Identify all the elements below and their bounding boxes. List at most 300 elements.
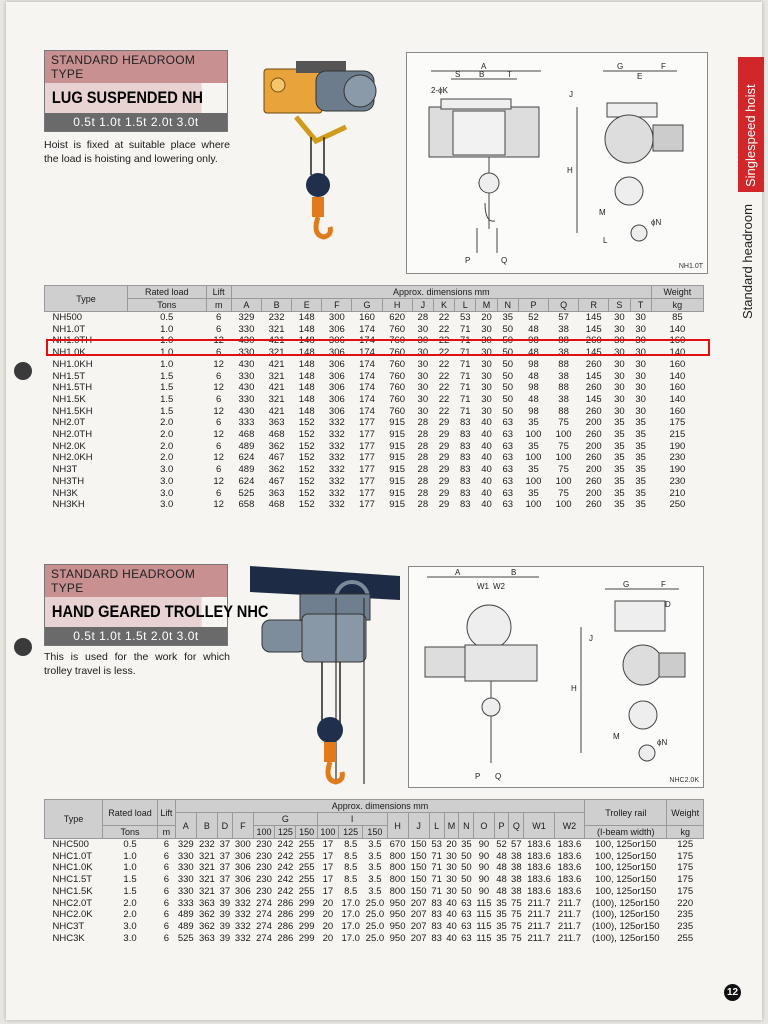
table-cell: 177 bbox=[359, 417, 375, 429]
type-cell: NH1.5K bbox=[52, 393, 86, 405]
table-cell: 306 bbox=[328, 358, 345, 370]
table-cell: 255 bbox=[298, 862, 315, 874]
svg-text:G: G bbox=[617, 62, 624, 71]
table-cell: 3.0 bbox=[160, 499, 174, 511]
table-cell: 17.0 bbox=[341, 897, 360, 909]
table-cell: 232 bbox=[268, 312, 285, 323]
table-cell: 38 bbox=[558, 393, 569, 405]
table-cell: 6 bbox=[216, 370, 222, 382]
table-cell: 90 bbox=[478, 862, 490, 874]
table-cell: 3.0 bbox=[160, 475, 174, 487]
table-cell: 183.6 bbox=[527, 839, 551, 850]
table-cell: 25.0 bbox=[365, 909, 385, 921]
table-header: Lift bbox=[206, 286, 231, 299]
table-cell: 362 bbox=[268, 464, 285, 476]
table-header: Q bbox=[509, 813, 524, 839]
table-cell: 800 bbox=[389, 862, 406, 874]
table-cell: 230 bbox=[669, 475, 686, 487]
table-cell: 50 bbox=[461, 885, 472, 897]
table-cell: 20 bbox=[322, 909, 334, 921]
table-row bbox=[45, 898, 704, 910]
table-cell: 40 bbox=[481, 417, 492, 429]
table-cell: 525 bbox=[177, 932, 194, 944]
table-cell: 332 bbox=[328, 440, 345, 452]
table-cell: 211.7 bbox=[557, 932, 581, 944]
side-tab bbox=[738, 57, 764, 192]
table-cell: 306 bbox=[328, 323, 345, 335]
table-cell: 50 bbox=[502, 405, 514, 417]
nh-description: Hoist is fixed at suitable place where the load is hoisting and lowering only. bbox=[44, 139, 230, 165]
table-header: D bbox=[217, 813, 232, 839]
table-cell: 71 bbox=[460, 323, 471, 335]
table-cell: 148 bbox=[298, 405, 315, 417]
table-cell: 2.0 bbox=[123, 909, 137, 921]
table-cell: 37 bbox=[219, 850, 231, 862]
table-header: J bbox=[408, 813, 429, 839]
table-cell: 150 bbox=[410, 862, 427, 874]
table-cell: 760 bbox=[389, 393, 406, 405]
svg-text:W1: W1 bbox=[477, 582, 489, 591]
table-row bbox=[45, 488, 704, 500]
table-cell: 30 bbox=[614, 312, 625, 323]
table-cell: 71 bbox=[431, 862, 442, 874]
table-cell: 6 bbox=[216, 417, 222, 429]
svg-text:G: G bbox=[623, 580, 630, 589]
table-cell: 362 bbox=[198, 920, 215, 932]
table-cell: 83 bbox=[460, 452, 471, 464]
table-cell: 1.0 bbox=[160, 358, 174, 370]
table-cell: 177 bbox=[359, 440, 375, 452]
table-cell: 230 bbox=[256, 874, 272, 886]
table-cell: (100), 125or150 bbox=[591, 897, 660, 909]
table-cell: (100), 125or150 bbox=[591, 932, 660, 944]
table-cell: 306 bbox=[234, 850, 251, 862]
table-cell: 175 bbox=[669, 417, 686, 429]
table-cell: 63 bbox=[502, 452, 514, 464]
nhc-description: This is used for the work for which trolley travel is less. bbox=[44, 651, 230, 677]
svg-text:Q: Q bbox=[495, 772, 502, 781]
table-cell: 1.5 bbox=[123, 874, 137, 886]
table-cell: 35 bbox=[614, 452, 625, 464]
table-cell: 670 bbox=[389, 839, 406, 850]
table-header: Trolley rail bbox=[585, 800, 667, 826]
table-cell: 306 bbox=[234, 874, 251, 886]
table-cell: 6 bbox=[216, 440, 222, 452]
table-cell: 35 bbox=[528, 464, 539, 476]
table-cell: 8.5 bbox=[344, 874, 358, 886]
table-cell: 71 bbox=[431, 885, 442, 897]
table-cell: 25.0 bbox=[365, 897, 385, 909]
table-cell: 624 bbox=[238, 452, 255, 464]
table-cell: 22 bbox=[438, 323, 450, 335]
table-cell: 421 bbox=[268, 405, 285, 417]
table-cell: 242 bbox=[277, 850, 294, 862]
table-cell: 1.0 bbox=[160, 323, 174, 335]
table-cell: 50 bbox=[502, 370, 514, 382]
table-cell: 6 bbox=[163, 920, 170, 932]
table-cell: 75 bbox=[558, 487, 569, 499]
table-cell: 40 bbox=[481, 440, 492, 452]
table-cell: 50 bbox=[502, 347, 514, 359]
table-cell: 306 bbox=[234, 885, 251, 897]
table-cell: 90 bbox=[478, 839, 490, 850]
table-cell: 48 bbox=[528, 370, 539, 382]
table-cell: 35 bbox=[635, 475, 646, 487]
table-cell: 12 bbox=[213, 475, 224, 487]
table-cell: 235 bbox=[677, 909, 694, 921]
table-cell: 232 bbox=[198, 839, 215, 850]
table-cell: 152 bbox=[298, 429, 315, 441]
table-header: A bbox=[175, 813, 196, 839]
table-cell: 35 bbox=[614, 475, 625, 487]
table-cell: 115 bbox=[476, 932, 492, 944]
table-cell: 75 bbox=[558, 440, 569, 452]
table-header: Approx. dimensions mm bbox=[231, 286, 651, 299]
table-cell: 40 bbox=[481, 487, 492, 499]
svg-text:M: M bbox=[613, 732, 620, 741]
nh-capacities: 0.5t 1.0t 1.5t 2.0t 3.0t bbox=[45, 113, 227, 131]
table-cell: 333 bbox=[177, 897, 194, 909]
table-cell: 321 bbox=[198, 862, 215, 874]
table-cell: 800 bbox=[389, 874, 406, 886]
table-cell: 30 bbox=[635, 382, 646, 394]
table-cell: 175 bbox=[677, 850, 694, 862]
table-header: Lift bbox=[158, 800, 176, 826]
table-cell: 207 bbox=[410, 920, 427, 932]
table-cell: 306 bbox=[328, 347, 345, 359]
table-cell: 333 bbox=[238, 417, 255, 429]
table-cell: 3.5 bbox=[368, 839, 382, 850]
table-cell: 20 bbox=[481, 312, 492, 323]
table-cell: 63 bbox=[461, 932, 472, 944]
table-row bbox=[45, 406, 704, 418]
header-row bbox=[45, 299, 704, 312]
table-header: K bbox=[433, 299, 454, 312]
table-cell: 321 bbox=[268, 323, 285, 335]
svg-text:H: H bbox=[567, 166, 573, 175]
table-cell: 17 bbox=[322, 862, 334, 874]
table-cell: 6 bbox=[216, 347, 222, 359]
table-cell: 6 bbox=[216, 487, 222, 499]
table-cell: 148 bbox=[298, 323, 315, 335]
table-cell: 760 bbox=[389, 335, 406, 347]
svg-text:T: T bbox=[507, 70, 512, 79]
header-row bbox=[45, 800, 704, 813]
table-cell: 658 bbox=[238, 499, 255, 511]
table-cell: 211.7 bbox=[527, 909, 551, 921]
table-cell: 1.5 bbox=[123, 885, 137, 897]
table-header: B bbox=[262, 299, 292, 312]
table-cell: 50 bbox=[502, 393, 514, 405]
table-cell: 40 bbox=[446, 909, 457, 921]
table-cell: 330 bbox=[177, 874, 194, 886]
table-cell: 38 bbox=[558, 347, 569, 359]
table-cell: 75 bbox=[511, 920, 522, 932]
table-cell: 242 bbox=[277, 874, 294, 886]
table-header: H bbox=[387, 813, 408, 839]
table-cell: 140 bbox=[669, 370, 686, 382]
table-header: M bbox=[444, 813, 459, 839]
table-cell: 306 bbox=[234, 862, 251, 874]
table-cell: 28 bbox=[417, 429, 429, 441]
table-cell: 306 bbox=[328, 405, 345, 417]
type-cell: NH2.0KH bbox=[52, 452, 93, 464]
table-cell: 332 bbox=[328, 429, 345, 441]
table-cell: 760 bbox=[389, 405, 406, 417]
table-cell: 363 bbox=[268, 417, 285, 429]
table-cell: 255 bbox=[298, 874, 315, 886]
table-cell: 207 bbox=[410, 897, 427, 909]
table-cell: 211.7 bbox=[557, 897, 581, 909]
table-cell: 177 bbox=[359, 487, 375, 499]
table-header: m bbox=[158, 826, 176, 839]
table-cell: 29 bbox=[438, 429, 450, 441]
table-cell: 260 bbox=[585, 382, 602, 394]
header-row bbox=[45, 286, 704, 299]
table-cell: 28 bbox=[417, 499, 429, 511]
table-cell: 148 bbox=[298, 382, 315, 394]
table-cell: 28 bbox=[417, 312, 429, 323]
table-cell: 207 bbox=[410, 932, 427, 944]
table-cell: 230 bbox=[256, 862, 272, 874]
table-cell: 468 bbox=[268, 499, 285, 511]
table-row bbox=[45, 862, 704, 874]
table-header: 125 bbox=[339, 826, 363, 839]
table-cell: 3.0 bbox=[160, 487, 174, 499]
table-cell: 63 bbox=[502, 417, 514, 429]
table-cell: 83 bbox=[460, 429, 471, 441]
table-cell: 332 bbox=[328, 452, 345, 464]
table-cell: 30 bbox=[635, 393, 646, 405]
nh-dimension-drawing bbox=[406, 52, 708, 274]
table-cell: 71 bbox=[460, 393, 471, 405]
table-cell: 8.5 bbox=[344, 839, 358, 850]
header-row bbox=[45, 826, 704, 839]
nhc-product-label bbox=[44, 564, 269, 646]
type-cell: NH3T bbox=[52, 464, 78, 476]
table-cell: 50 bbox=[461, 850, 472, 862]
table-cell: 430 bbox=[238, 335, 255, 347]
type-cell: NH3KH bbox=[52, 499, 85, 511]
table-cell: 183.6 bbox=[527, 862, 551, 874]
table-cell: 30 bbox=[635, 358, 646, 370]
svg-text:ϕN: ϕN bbox=[651, 218, 662, 227]
svg-text:A: A bbox=[455, 568, 461, 577]
table-cell: 35 bbox=[635, 499, 646, 511]
table-header: 125 bbox=[275, 826, 296, 839]
svg-text:Q: Q bbox=[501, 256, 508, 265]
table-cell: 230 bbox=[669, 452, 686, 464]
table-cell: 152 bbox=[298, 440, 315, 452]
table-cell: 17.0 bbox=[341, 909, 360, 921]
table-cell: 38 bbox=[558, 323, 569, 335]
table-cell: 30 bbox=[614, 335, 625, 347]
table-cell: 177 bbox=[359, 499, 375, 511]
table-cell: 12 bbox=[213, 382, 224, 394]
table-cell: 174 bbox=[359, 323, 375, 335]
table-cell: 255 bbox=[298, 839, 315, 850]
table-cell: 12 bbox=[213, 499, 224, 511]
svg-text:A: A bbox=[481, 62, 487, 71]
nh-hoist-photo bbox=[256, 57, 386, 242]
table-cell: 183.6 bbox=[527, 885, 551, 897]
table-cell: 35 bbox=[461, 839, 472, 850]
table-cell: 160 bbox=[669, 382, 686, 394]
table-cell: 760 bbox=[389, 323, 406, 335]
table-cell: 255 bbox=[298, 850, 315, 862]
table-cell: 145 bbox=[585, 323, 602, 335]
table-cell: 17.0 bbox=[341, 920, 360, 932]
table-cell: 174 bbox=[359, 393, 375, 405]
table-cell: 330 bbox=[238, 370, 255, 382]
side-heading bbox=[740, 197, 760, 322]
nh-spec-table bbox=[44, 285, 704, 511]
table-cell: 299 bbox=[298, 909, 315, 921]
table-cell: 30 bbox=[481, 393, 492, 405]
table-cell: 8.5 bbox=[344, 862, 358, 874]
table-cell: 75 bbox=[558, 464, 569, 476]
table-cell: 39 bbox=[219, 932, 231, 944]
table-cell: 29 bbox=[438, 475, 450, 487]
table-cell: 22 bbox=[438, 358, 450, 370]
table-cell: 260 bbox=[585, 335, 602, 347]
table-cell: 299 bbox=[298, 932, 315, 944]
table-row bbox=[45, 452, 704, 464]
svg-text:E: E bbox=[637, 72, 643, 81]
table-cell: 152 bbox=[298, 417, 315, 429]
table-header: Weight bbox=[651, 286, 703, 299]
table-cell: 28 bbox=[417, 417, 429, 429]
table-cell: 63 bbox=[502, 487, 514, 499]
table-cell: 71 bbox=[460, 347, 471, 359]
binder-hole bbox=[14, 638, 32, 656]
table-row bbox=[45, 312, 704, 324]
table-cell: 363 bbox=[268, 487, 285, 499]
table-cell: 2.0 bbox=[160, 440, 174, 452]
table-cell: 174 bbox=[359, 347, 375, 359]
table-header: F bbox=[232, 813, 253, 839]
table-cell: 71 bbox=[460, 358, 471, 370]
table-cell: 3.0 bbox=[123, 920, 137, 932]
table-cell: 30 bbox=[635, 335, 646, 347]
table-cell: 1.5 bbox=[160, 370, 174, 382]
table-cell: 915 bbox=[389, 464, 406, 476]
table-cell: 37 bbox=[219, 839, 231, 850]
table-cell: 20 bbox=[446, 839, 457, 850]
nh-type-label: STANDARD HEADROOM TYPE bbox=[45, 51, 227, 83]
table-cell: 38 bbox=[511, 850, 522, 862]
table-header: A bbox=[231, 299, 261, 312]
table-cell: 145 bbox=[585, 393, 602, 405]
table-cell: 330 bbox=[238, 323, 255, 335]
table-cell: 17 bbox=[322, 839, 334, 850]
table-cell: 40 bbox=[446, 920, 457, 932]
table-cell: 35 bbox=[496, 909, 507, 921]
table-row bbox=[45, 839, 704, 851]
table-row bbox=[45, 874, 704, 886]
table-cell: 1.5 bbox=[160, 382, 174, 394]
table-cell: 12 bbox=[213, 405, 224, 417]
binder-hole bbox=[14, 362, 32, 380]
table-header: Rated load bbox=[103, 800, 158, 826]
table-cell: 3.0 bbox=[160, 464, 174, 476]
table-cell: 100, 125or150 bbox=[595, 850, 657, 862]
table-cell: 63 bbox=[502, 464, 514, 476]
table-cell: 63 bbox=[502, 499, 514, 511]
table-cell: 211.7 bbox=[527, 897, 551, 909]
table-cell: 30 bbox=[417, 358, 429, 370]
table-cell: 183.6 bbox=[557, 862, 582, 874]
type-cell: NH3K bbox=[52, 487, 78, 499]
table-cell: 30 bbox=[635, 370, 646, 382]
table-cell: 150 bbox=[410, 839, 427, 850]
table-cell: 148 bbox=[298, 312, 315, 323]
table-cell: 177 bbox=[359, 475, 375, 487]
type-cell: NHC2.0T bbox=[52, 897, 93, 909]
table-cell: 37 bbox=[219, 885, 231, 897]
table-cell: 145 bbox=[585, 370, 602, 382]
table-cell: 100 bbox=[525, 452, 542, 464]
table-cell: 329 bbox=[238, 312, 255, 323]
table-cell: 30 bbox=[481, 358, 492, 370]
table-cell: 211.7 bbox=[527, 920, 551, 932]
table-cell: 190 bbox=[669, 464, 686, 476]
table-cell: 30 bbox=[417, 393, 429, 405]
table-header: 150 bbox=[296, 826, 317, 839]
svg-text:B: B bbox=[511, 568, 517, 577]
table-cell: 800 bbox=[389, 885, 406, 897]
nhc-product-name: HAND GEARED TROLLEY NHC bbox=[45, 597, 202, 627]
table-cell: 183.6 bbox=[557, 839, 582, 850]
table-cell: 362 bbox=[268, 440, 285, 452]
table-cell: 30 bbox=[481, 347, 492, 359]
nhc-dimension-drawing bbox=[408, 566, 704, 788]
table-cell: 30 bbox=[417, 347, 429, 359]
table-cell: 48 bbox=[528, 323, 539, 335]
table-cell: 63 bbox=[502, 475, 514, 487]
table-cell: 25.0 bbox=[365, 932, 385, 944]
table-cell: 148 bbox=[298, 393, 315, 405]
table-header: F bbox=[322, 299, 352, 312]
table-header: O bbox=[474, 813, 494, 839]
table-cell: 71 bbox=[460, 335, 471, 347]
table-cell: 6 bbox=[163, 897, 170, 909]
table-cell: 915 bbox=[389, 452, 406, 464]
table-cell: 332 bbox=[328, 487, 345, 499]
table-cell: 35 bbox=[502, 312, 514, 323]
table-cell: 430 bbox=[238, 382, 255, 394]
table-cell: 430 bbox=[238, 358, 255, 370]
table-cell: 35 bbox=[614, 464, 625, 476]
table-cell: 88 bbox=[558, 405, 569, 417]
table-cell: 75 bbox=[511, 897, 522, 909]
table-cell: 30 bbox=[446, 862, 457, 874]
table-cell: 177 bbox=[359, 429, 375, 441]
table-cell: 39 bbox=[219, 920, 231, 932]
table-cell: 235 bbox=[677, 920, 694, 932]
table-cell: 2.0 bbox=[160, 452, 174, 464]
table-cell: 1.5 bbox=[160, 393, 174, 405]
table-cell: 145 bbox=[585, 312, 602, 323]
table-cell: (100), 125or150 bbox=[591, 920, 660, 932]
table-cell: 63 bbox=[502, 440, 514, 452]
table-cell: 150 bbox=[410, 874, 427, 886]
table-cell: 306 bbox=[328, 370, 345, 382]
table-header: Weight bbox=[667, 800, 704, 826]
type-cell: NHC1.0T bbox=[52, 850, 93, 862]
table-cell: 30 bbox=[446, 850, 457, 862]
table-cell: 48 bbox=[496, 850, 507, 862]
